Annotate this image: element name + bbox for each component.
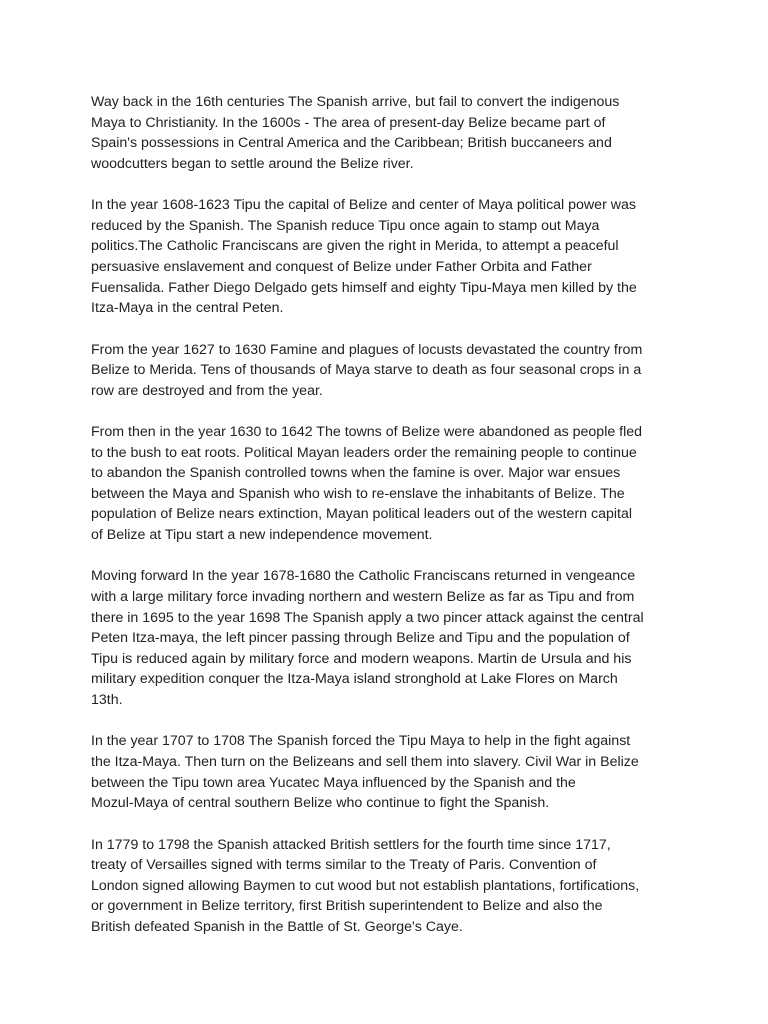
text-line: In the year 1608-1623 Tipu the capital of Belize and center of Maya political power was (91, 197, 636, 214)
text-line: population of Belize nears extinction, Mayan political leaders out of the western capital (91, 506, 633, 523)
text-line: treaty of Versailles signed with terms similar to the Treaty of Paris. Convention of (91, 857, 597, 874)
text-line: with a large military force invading northern and western Belize as far as Tipu and from (91, 589, 635, 606)
paragraph-5 (91, 566, 691, 710)
text-line: From then in the year 1630 to 1642 The towns of Belize were abandoned as people fled (91, 424, 643, 441)
text-line: politics.The Catholic Franciscans are given the right in Merida, to attempt a peaceful (91, 238, 619, 255)
paragraph-3 (91, 340, 691, 402)
text-line: row are destroyed and from the year. (91, 382, 323, 399)
text-line: there in 1695 to the year 1698 The Spanish apply a two pincer attack against the central (91, 609, 644, 626)
text-line: reduced by the Spanish. The Spanish reduce Tipu once again to stamp out Maya (91, 217, 600, 234)
text-line: Spain's possessions in Central America and the Caribbean; British buccaneers and (91, 135, 612, 152)
text-line: Mozul-Maya of central southern Belize who continue to fight the Spanish. (91, 795, 550, 812)
paragraph-6 (91, 731, 691, 813)
text-line: persuasive enslavement and conquest of Belize under Father Orbita and Father (91, 258, 592, 275)
text-line: Tipu is reduced again by military force and modern weapons. Martin de Ursula and his (91, 650, 632, 667)
text-line: London signed allowing Baymen to cut wood but not establish plantations, fortifications, (91, 877, 640, 894)
text-line: to abandon the Spanish controlled towns when the famine is over. Major war ensues (91, 465, 621, 482)
text-line: woodcutters began to settle around the Belize river. (91, 155, 414, 172)
paragraph-1 (91, 92, 691, 174)
text-line: British defeated Spanish in the Battle of St. George's Caye. (91, 918, 463, 935)
text-line: In the year 1707 to 1708 The Spanish forced the Tipu Maya to help in the fight against (91, 733, 631, 750)
text-line: of Belize at Tipu start a new independence movement. (91, 527, 433, 544)
text-line: In 1779 to 1798 the Spanish attacked British settlers for the fourth time since 1717, (91, 836, 611, 853)
paragraph-4 (91, 422, 691, 546)
text-line: Fuensalida. Father Diego Delgado gets himself and eighty Tipu-Maya men killed by the (91, 279, 637, 296)
text-line: 13th. (91, 692, 123, 709)
text-line: between the Maya and Spanish who wish to re-enslave the inhabitants of Belize. The (91, 485, 625, 502)
text-line: Belize to Merida. Tens of thousands of Maya starve to death as four seasonal crops in a (91, 362, 642, 379)
text-line: Itza-Maya in the central Peten. (91, 300, 284, 317)
text-line: or government in Belize territory, first British superintendent to Belize and also the (91, 898, 603, 915)
text-line: the Itza-Maya. Then turn on the Belizeans and sell them into slavery. Civil War in Belize (91, 754, 639, 771)
text-line: between the Tipu town area Yucatec Maya influenced by the Spanish and the (91, 774, 576, 791)
text-line: Moving forward In the year 1678-1680 the Catholic Franciscans returned in vengeance (91, 568, 636, 585)
document-body (91, 92, 691, 958)
text-line: military expedition conquer the Itza-Maya island stronghold at Lake Flores on March (91, 671, 618, 688)
text-line: to the bush to eat roots. Political Mayan leaders order the remaining people to continue (91, 444, 637, 461)
paragraph-7 (91, 835, 691, 938)
text-line: Way back in the 16th centuries The Spanish arrive, but fail to convert the indigenous (91, 94, 620, 110)
text-line: Peten Itza-maya, the left pincer passing through Belize and Tipu and the population of (91, 630, 630, 647)
text-line: From the year 1627 to 1630 Famine and plagues of locusts devastated the country from (91, 341, 643, 358)
text-line: Maya to Christianity. In the 1600s - The area of present-day Belize became part of (91, 114, 606, 131)
paragraph-2 (91, 195, 691, 319)
